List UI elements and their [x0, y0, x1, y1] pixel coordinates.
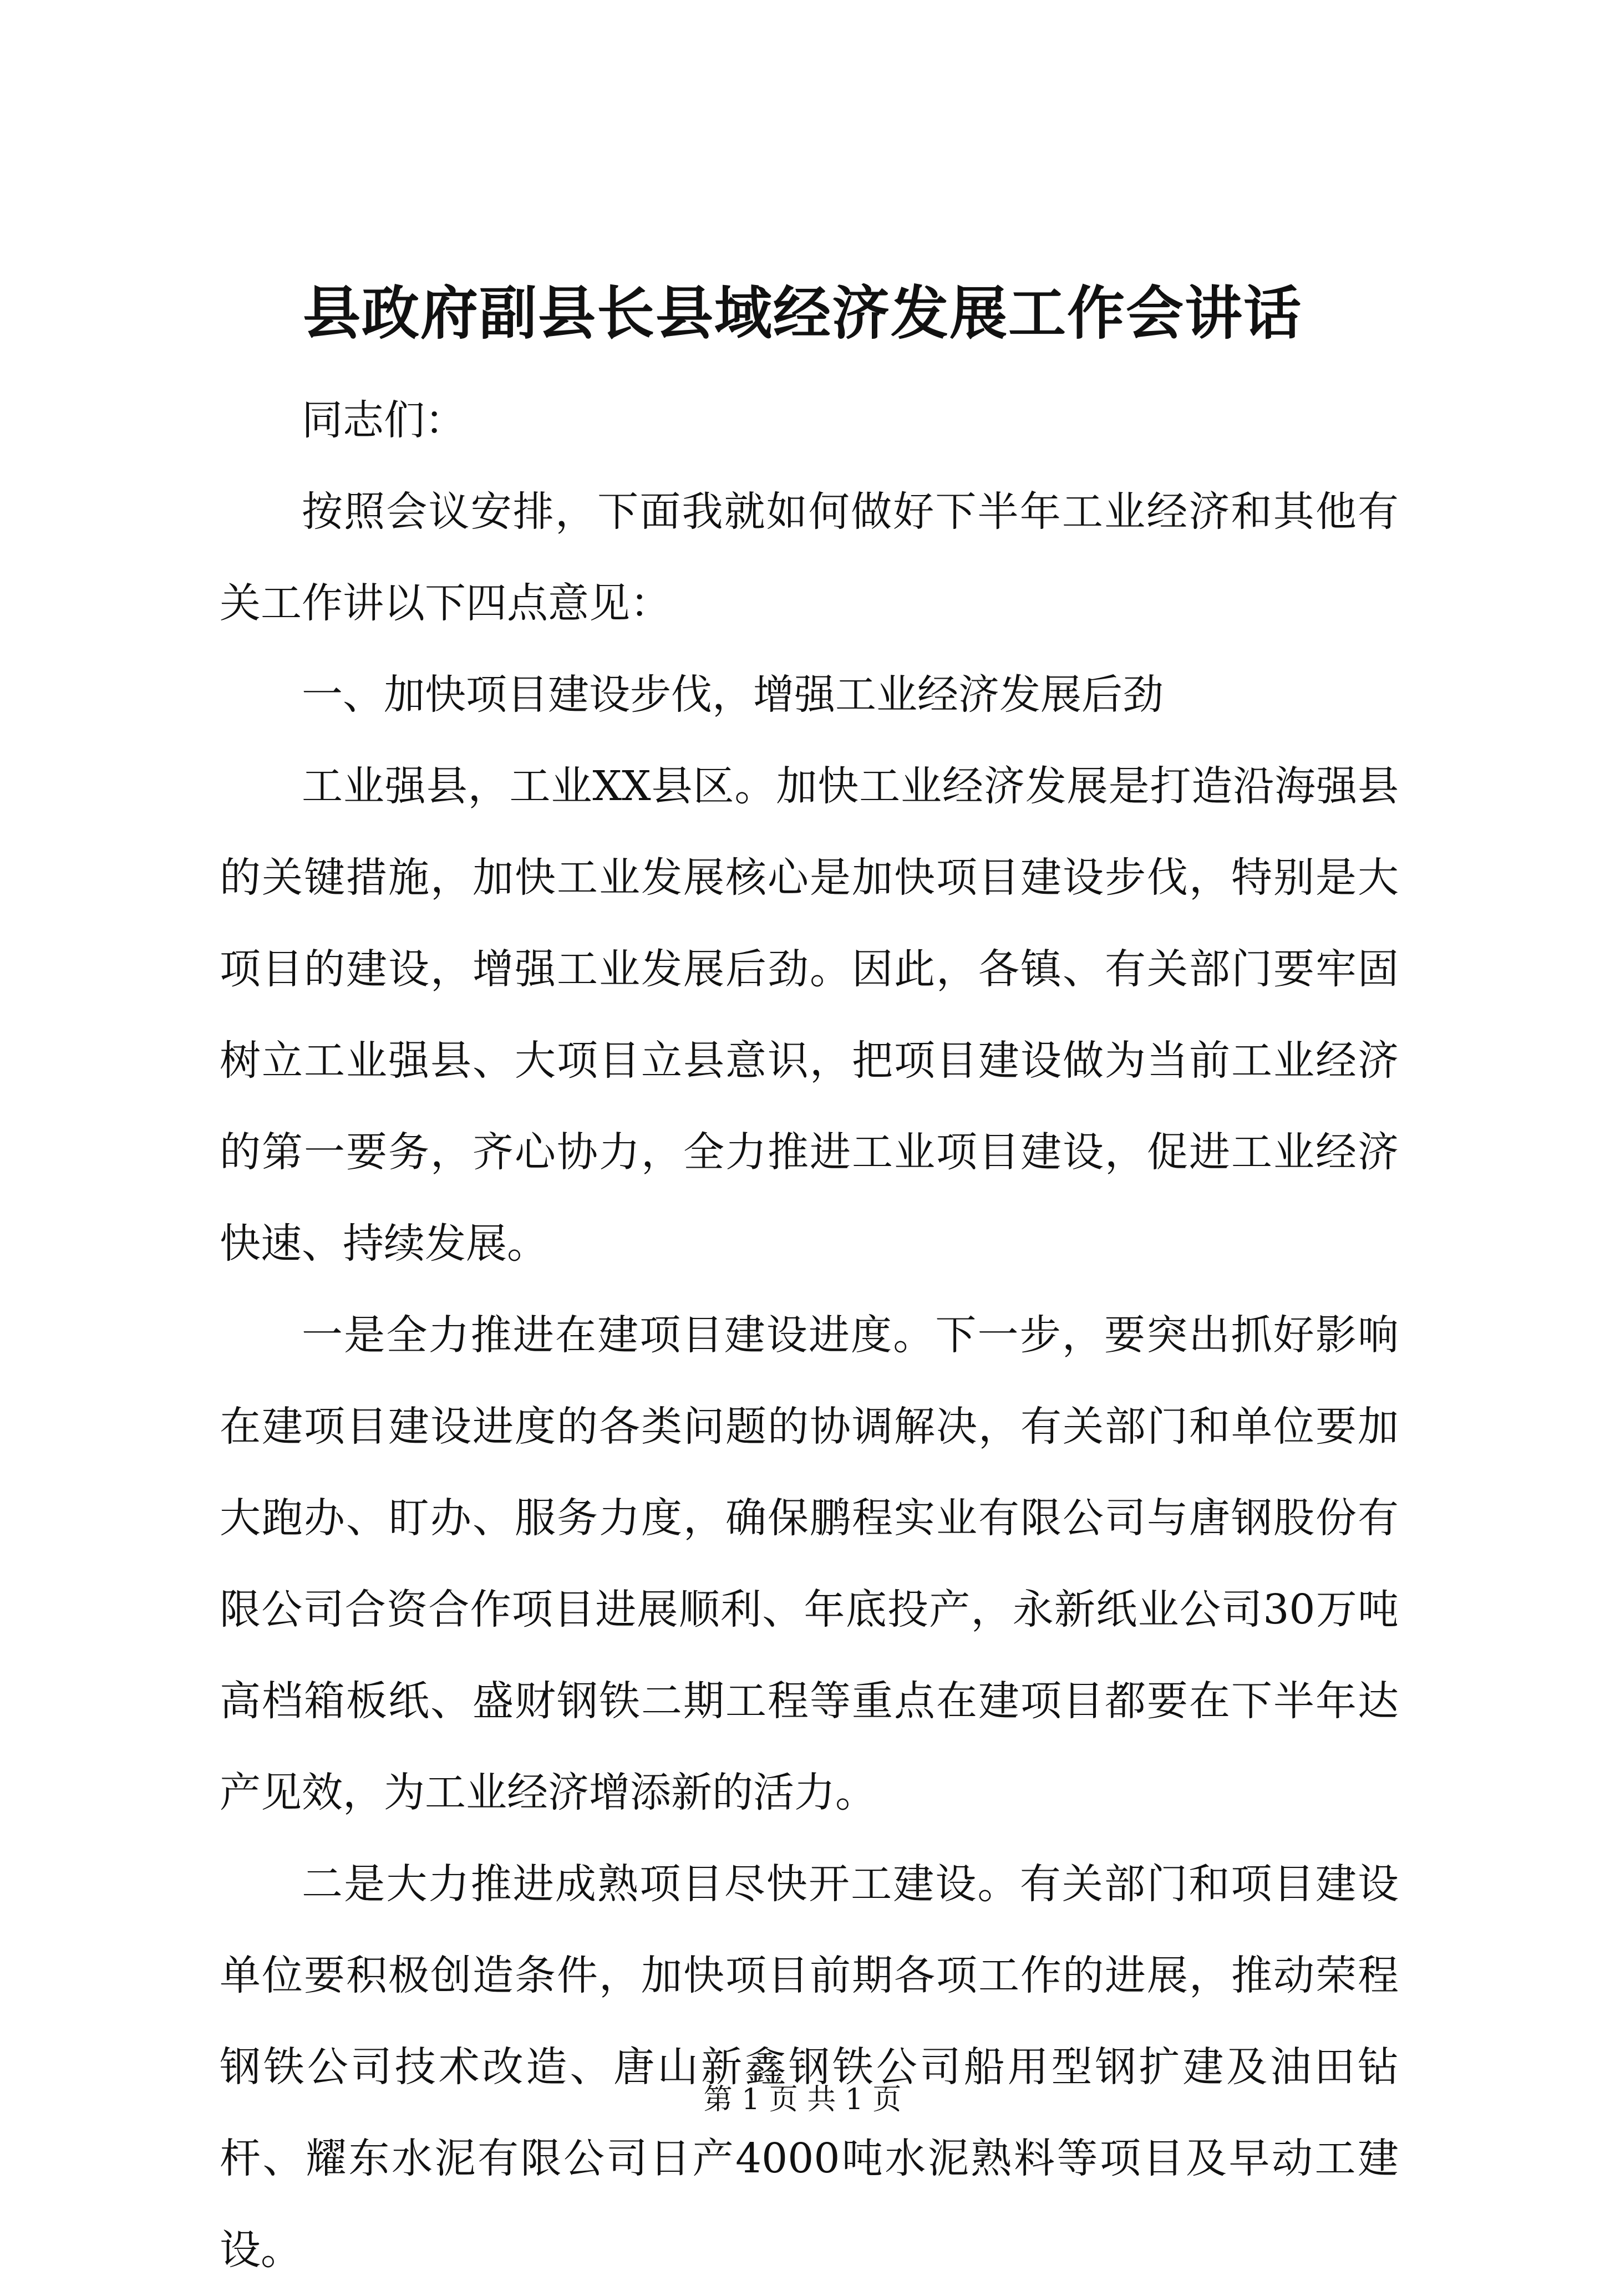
body-paragraph: 工业强县，工业XX县区。加快工业经济发展是打造沿海强县的关键措施，加快工业发展核心是加快项目建设步伐，特别是大项目的建设，增强工业发展后劲。因此，各镇、有关部门要牢固树立工业强县、大项目立县意识，把项目建设做为当前工业经济的第一要务，齐心协力，全力推进工业项目建设，促进工业经济快速、持续发展。 — [220, 762, 1399, 1267]
body-paragraph: 一是全力推进在建项目建设进度。下一步，要突出抓好影响在建项目建设进度的各类问题的协调解决，有关部门和单位要加大跑办、盯办、服务力度，确保鹏程实业有限公司与唐钢股份有限公司合资合作项目进展顺利、年底投产，永新纸业公司30万吨高档箱板纸、盛财钢铁二期工程等重点在建项目都要在下半年达产见效，为工业经济增添新的活力。 — [220, 1311, 1399, 1816]
section-heading: 一、加快项目建设步伐，增强工业经济发展后劲 — [302, 671, 1164, 719]
body-paragraph: 二是大力推进成熟项目尽快开工建设。有关部门和项目建设单位要积极创造条件，加快项目前期各项工作的进展，推动荣程钢铁公司技术改造、唐山新鑫钢铁公司船用型钢扩建及油田钻杆、耀东水泥有限公司日产4000吨水泥熟料等项目及早动工建设。 — [220, 1860, 1399, 2274]
document-title: 县政府副县长县域经济发展工作会讲话 — [302, 279, 1302, 347]
intro-paragraph: 按照会议安排，下面我就如何做好下半年工业经济和其他有关工作讲以下四点意见： — [220, 488, 1399, 627]
salutation-paragraph: 同志们： — [302, 396, 466, 444]
page-footer: 第 1 页 共 1 页 — [703, 2083, 902, 2116]
document-body — [220, 375, 1399, 2296]
